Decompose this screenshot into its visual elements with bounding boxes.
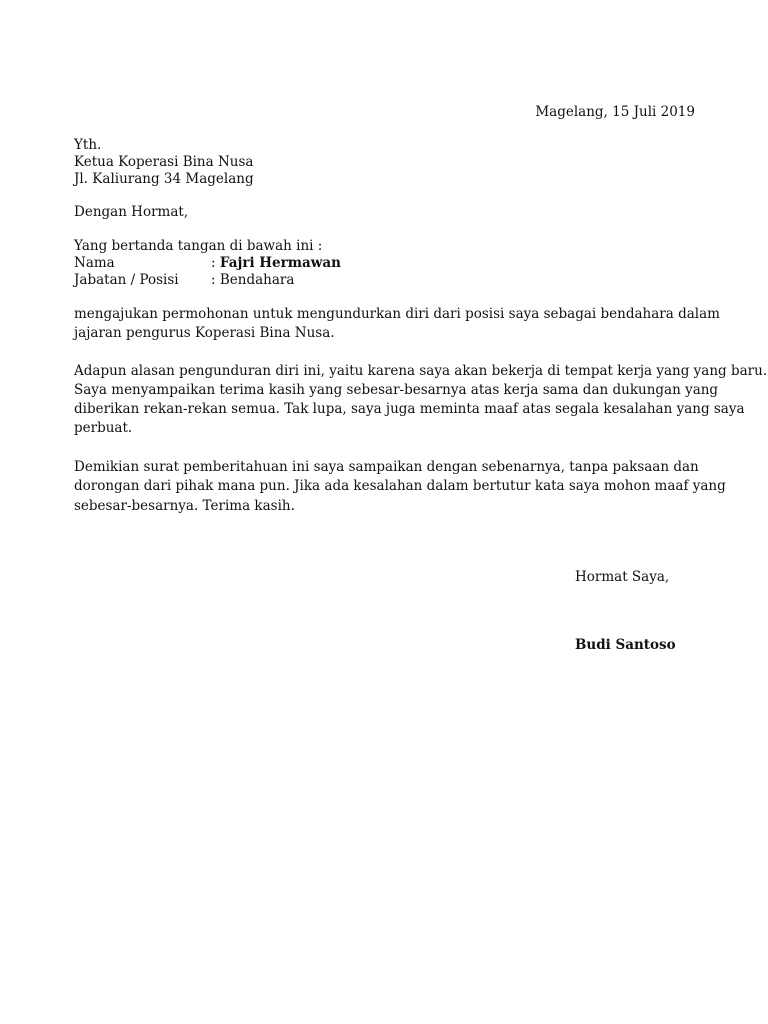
field-label-jabatan: Jabatan / Posisi [74,272,179,288]
closing-phrase: Hormat Saya, [575,569,670,585]
field-value-nama: Fajri Hermawan [219,255,341,271]
paragraph2-line: Adapun alasan pengunduran diri ini, yaitu karena saya akan bekerja di tempat kerja yang yang baru. [74,363,768,379]
paragraph3-line: dorongan dari pihak mana pun. Jika ada kesalahan dalam bertutur kata saya mohon maaf yang [74,478,726,494]
signatory-name: Budi Santoso [575,637,676,653]
paragraph2-line: perbuat. [74,420,133,436]
field-separator: : [211,272,216,288]
recipient-salutation: Yth. [74,137,102,153]
paragraph2-line: Saya menyampaikan terima kasih yang sebesar-besarnya atas kerja sama dan dukungan yang [74,382,719,398]
paragraph3-line: Demikian surat pemberitahuan ini saya sampaikan dengan sebenarnya, tanpa paksaan dan [74,459,699,475]
intro-line: Yang bertanda tangan di bawah ini : [74,238,323,254]
field-value-jabatan: Bendahara [219,272,295,288]
field-row-nama [211,254,341,272]
greeting: Dengan Hormat, [74,204,189,220]
recipient-address: Jl. Kaliurang 34 Magelang [74,171,254,187]
field-row-jabatan [211,271,294,289]
letter-date: Magelang, 15 Juli 2019 [535,104,695,120]
field-label-nama: Nama [74,255,115,271]
paragraph1-line: jajaran pengurus Koperasi Bina Nusa. [74,325,335,341]
paragraph2-line: diberikan rekan-rekan semua. Tak lupa, saya juga meminta maaf atas segala kesalahan yang saya [74,401,745,417]
paragraph3-line: sebesar-besarnya. Terima kasih. [74,498,295,514]
recipient-name: Ketua Koperasi Bina Nusa [74,154,254,170]
field-separator: : [211,255,216,271]
paragraph1-line: mengajukan permohonan untuk mengundurkan diri dari posisi saya sebagai bendahara dalam [74,306,720,322]
